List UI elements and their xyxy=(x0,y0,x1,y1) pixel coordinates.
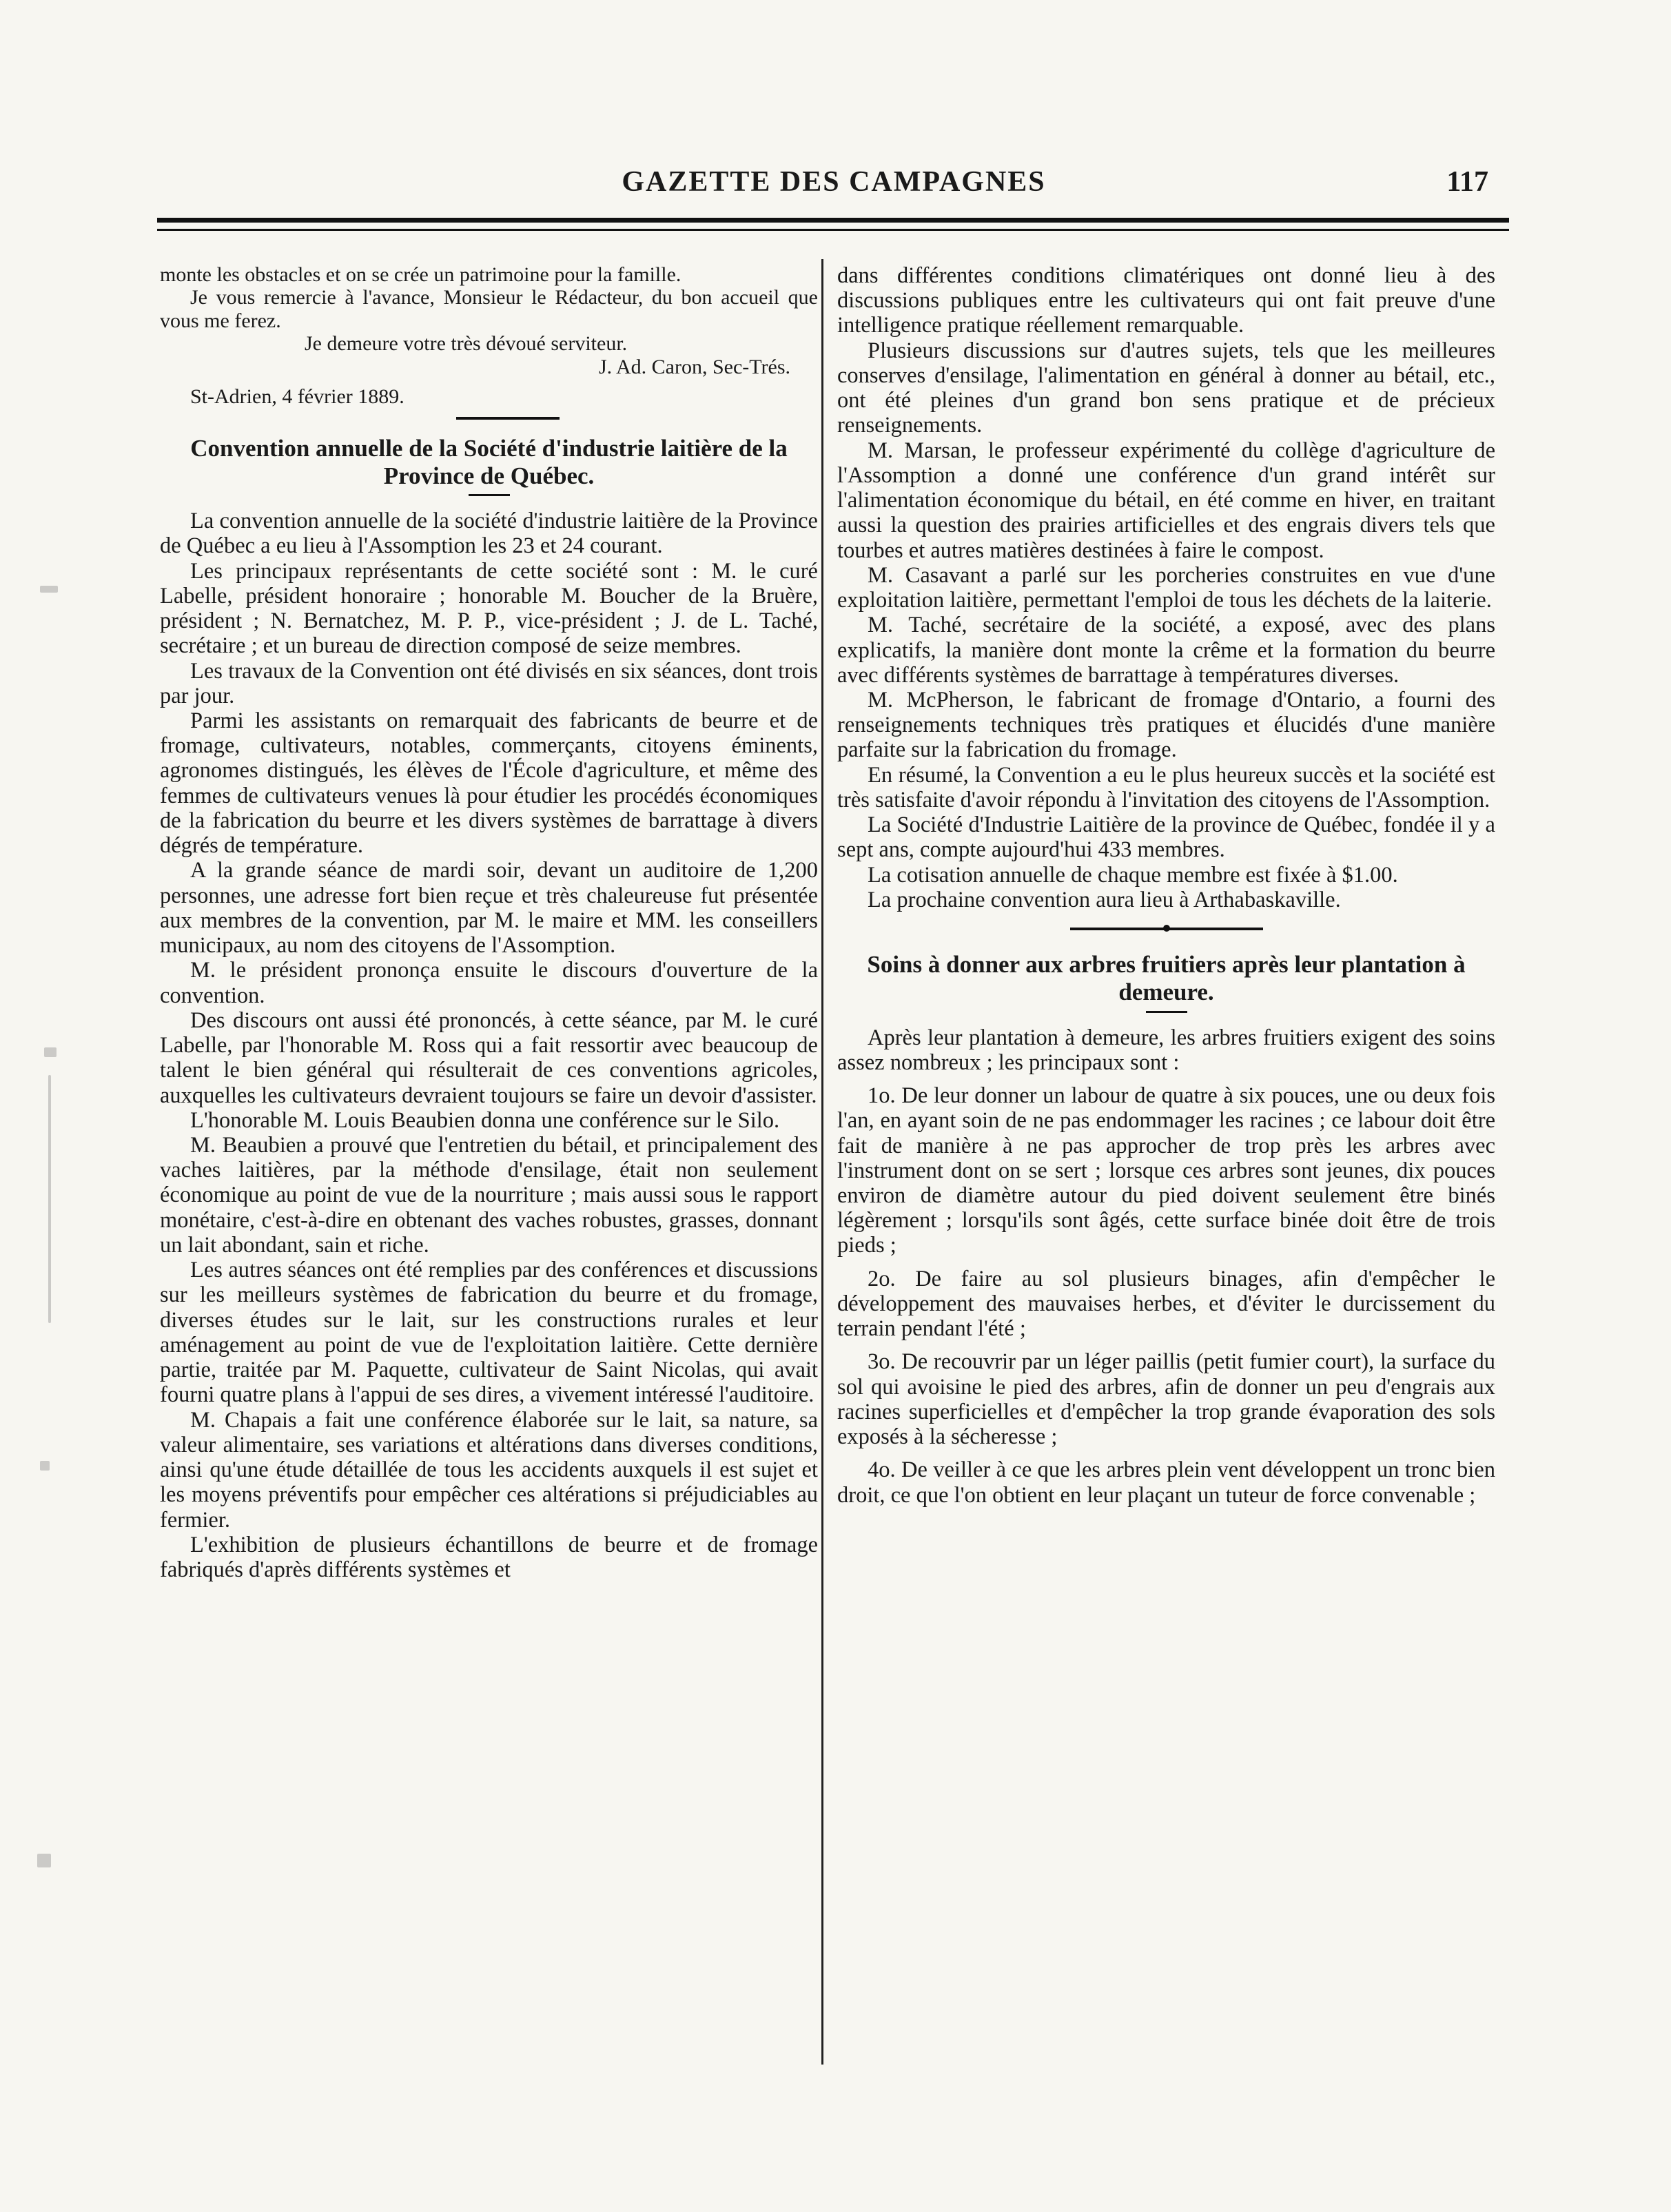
letter-dateline: St-Adrien, 4 février 1889. xyxy=(190,385,404,409)
article-paragraph: dans différentes conditions climatériques ont donné lieu à des discussions publiques entre les cultivateurs qui ont fait preuve d'une intelligence pratique réellement remarquable. xyxy=(837,263,1495,338)
article-paragraph: M. Chapais a fait une conférence élaborée sur le lait, sa nature, sa valeur alimentaire, ses variations et altérations dans diverses conditions, ainsi qu'une étude détaillée de tous les accidents auxquels il est sujet et les moyens préventifs pour empêcher ces altérations si préjudiciables au fermier. xyxy=(160,1407,818,1533)
margin-mark xyxy=(40,586,58,593)
section-divider xyxy=(456,417,560,420)
title-dash xyxy=(1146,1011,1187,1013)
article-paragraph: La cotisation annuelle de chaque membre est fixée à $1.00. xyxy=(868,862,1398,888)
article-paragraph: Plusieurs discussions sur d'autres sujets, tels que les meilleures conserves d'ensilage, l'alimentation en général à donner au bétail, etc., ont été pleines d'un grand bon sens pratique et de précieux renseignements. xyxy=(837,338,1495,438)
article-paragraph: M. Taché, secrétaire de la société, a exposé, avec des plans explicatifs, la manière dont monte la crême et la formation du beurre avec différents systèmes de barrattage à températures diverses. xyxy=(837,613,1495,688)
list-item: 1o. De leur donner un labour de quatre à six pouces, une ou deux fois l'an, en ayant soin de ne pas endommager les racines ; ce labour doit être fait de manière à ne pas approcher de trop près les arbres avec l'instrument dont on se sert ; lorsque ces arbres sont jeunes, dix pouces environ de diamètre autour du pied doivent seulement être binés légèrement ; lorsqu'ils sont âgés, cette surface binée doit être de trois pieds ; xyxy=(837,1083,1495,1258)
article-paragraph: Des discours ont aussi été prononcés, à cette séance, par M. le curé Labelle, par l'honorable M. Ross qui a fait ressortir avec beaucoup de talent le bien général qui résulterait de ces conventions agricoles, auxquelles les cultivateurs devraient toujours se faire un devoir d'assister. xyxy=(160,1007,818,1108)
column-separator xyxy=(821,259,823,2065)
article-title-arbres: Soins à donner aux arbres fruitiers après leur plantation à demeure. xyxy=(867,951,1466,1006)
margin-mark xyxy=(40,1461,50,1471)
article-paragraph: M. Beaubien a prouvé que l'entretien du bétail, et principalement des vaches laitières, par la méthode d'ensilage, était non seulement économique au point de vue de la nourriture ; mais aussi sous le rapport monétaire, c'est-à-dire en obtenant des vaches robustes, grasses, donnant un lait abondant, sain et riche. xyxy=(160,1132,818,1258)
right-column xyxy=(837,263,1495,1508)
list-item: 4o. De veiller à ce que les arbres plein vent développent un tronc bien droit, ce que l'on obtient en leur plaçant un tuteur de force convenable ; xyxy=(837,1457,1495,1508)
article-title-convention: Convention annuelle de la Société d'industrie laitière de la Province de Québec. xyxy=(190,434,788,489)
article-paragraph: M. le président prononça ensuite le discours d'ouverture de la convention. xyxy=(160,958,818,1008)
article-paragraph: Les autres séances ont été remplies par des conférences et discussions sur les meilleurs systèmes de fabrication du beurre et du fromage, diverses études sur le lait, sur les constructions rurales et leur aménagement au point de vue de l'exploitation laitière. Cette dernière partie, traitée par M. Paquette, cultivateur de Saint Nicolas, qui avait fourni quatre plans à l'appui de ses dires, a vivement intéressé l'auditoire. xyxy=(160,1258,818,1408)
article-paragraph: La convention annuelle de la société d'industrie laitière de la Province de Québec a eu lieu à l'Assomption les 23 et 24 courant. xyxy=(160,509,818,559)
header-rule-thick xyxy=(157,218,1509,223)
article-paragraph: M. Casavant a parlé sur les porcheries construites en vue d'une exploitation laitière, permettant l'emploi de tous les déchets de la laiterie. xyxy=(837,562,1495,613)
article-paragraph: M. Marsan, le professeur expérimenté du collège d'agriculture de l'Assomption a donné une conférence d'un grand intérêt sur l'alimentation économique du bétail, en été comme en hiver, en traitant aussi la question des prairies artificielles et des engrais divers tels que tourbes et autres matières destinées à faire le compost. xyxy=(837,438,1495,563)
margin-mark xyxy=(48,1075,51,1323)
article-paragraph: En résumé, la Convention a eu le plus heureux succès et la société est très satisfaite d'avoir répondu à l'invitation des citoyens de l'Assomption. xyxy=(837,762,1495,812)
header-rule-thin xyxy=(157,229,1509,231)
page-number: 117 xyxy=(1446,166,1488,198)
article-paragraph: La Société d'Industrie Laitière de la province de Québec, fondée il y a sept ans, compte aujourd'hui 433 membres. xyxy=(837,812,1495,863)
list-item: 2o. De faire au sol plusieurs binages, afin d'empêcher le développement des mauvaises herbes, et d'éviter le durcissement du terrain pendant l'été ; xyxy=(837,1266,1495,1342)
letter-closing-line: monte les obstacles et on se crée un patrimoine pour la famille. xyxy=(160,263,681,286)
letter-thanks: Je vous remercie à l'avance, Monsieur le Rédacteur, du bon accueil que vous me ferez. xyxy=(160,286,818,332)
left-column xyxy=(160,263,818,1582)
article-paragraph: A la grande séance de mardi soir, devant un auditoire de 1,200 personnes, une adresse fort bien reçue et très chaleureuse fut présentée aux membres de la convention, par M. le maire et MM. les conseillers municipaux, au nom des citoyens de l'Assomption. xyxy=(160,858,818,959)
article-paragraph: Les principaux représentants de cette société sont : M. le curé Labelle, président honoraire ; honorable M. Boucher de la Bruère, président ; N. Bernatchez, M. P. P., vice-président ; J. de L. Taché, secrétaire ; et un bureau de direction composé de seize membres. xyxy=(160,558,818,659)
letter-salutation: Je demeure votre très dévoué serviteur. xyxy=(305,332,628,356)
section-divider xyxy=(1070,928,1263,930)
page-header xyxy=(158,165,1509,207)
title-dash xyxy=(469,494,510,496)
margin-mark xyxy=(44,1047,57,1057)
article-paragraph: Les travaux de la Convention ont été divisés en six séances, dont trois par jour. xyxy=(160,658,818,708)
letter-signature: J. Ad. Caron, Sec-Trés. xyxy=(598,355,790,378)
article-paragraph: L'honorable M. Louis Beaubien donna une conférence sur le Silo. xyxy=(190,1107,780,1133)
article-paragraph: L'exhibition de plusieurs échantillons de beurre et de fromage fabriqués d'après différents systèmes et xyxy=(160,1532,818,1582)
article-intro: Après leur plantation à demeure, les arbres fruitiers exigent des soins assez nombreux ; les principaux sont : xyxy=(837,1025,1495,1075)
margin-mark xyxy=(37,1854,51,1867)
article-paragraph: La prochaine convention aura lieu à Arthabaskaville. xyxy=(868,887,1341,912)
divider-dot xyxy=(1163,925,1170,932)
page-title: GAZETTE DES CAMPAGNES xyxy=(622,166,1046,198)
list-item: 3o. De recouvrir par un léger paillis (petit fumier court), la surface du sol qui avoisine le pied des arbres, afin de donner un peu d'engrais aux racines superficielles et d'empêcher la trop grande évaporation des sols exposés à la sécheresse ; xyxy=(837,1349,1495,1450)
article-paragraph: Parmi les assistants on remarquait des fabricants de beurre et de fromage, cultivateurs, notables, commerçants, citoyens éminents, agronomes distingués, les élèves de l'École d'agriculture, et même des femmes de cultivateurs venues là pour étudier les procédés économiques de la fabrication du beurre et les divers systèmes de barrattage à divers dégrés de température. xyxy=(160,708,818,859)
article-paragraph: M. McPherson, le fabricant de fromage d'Ontario, a fourni des renseignements techniques très pratiques et élucidés d'une manière parfaite sur la fabrication du fromage. xyxy=(837,687,1495,763)
